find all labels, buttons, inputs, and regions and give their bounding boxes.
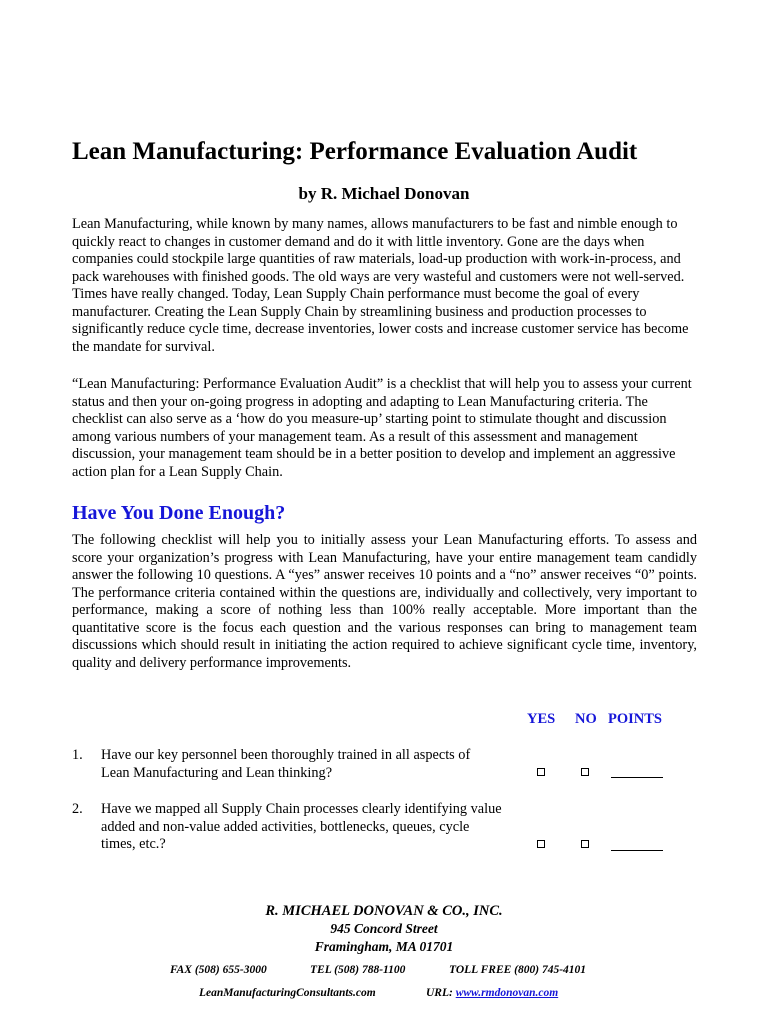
question-line: Have our key personnel been thoroughly trained in all aspects of: [101, 747, 471, 763]
author-byline: by R. Michael Donovan: [298, 184, 470, 203]
question-text: [101, 801, 531, 854]
telephone-number: TEL (508) 788-1100: [310, 964, 406, 976]
intro-paragraph: Lean Manufacturing, while known by many names, allows manufacturers to be fast and nimble enough to quickly react to changes in customer demand and do it with little inventory. Gone are the days when companies could stockpile large quantities of raw materials, load-up production with work-in-process, and pack warehouses with finished goods. The old ways are very wasteful and customers were not well-served. Times have really changed. Today, Lean Supply Chain performance must become the goal of every manufacturer. Creating the Lean Supply Chain by streamlining business and production processes to significantly reduce cycle time, decrease inventories, lower costs and increase customer service has become the mandate for survival.: [72, 216, 689, 355]
company-name: R. MICHAEL DONOVAN & CO., INC.: [265, 903, 503, 919]
section-paragraph: The following checklist will help you to initially assess your Lean Manufacturing efforts. To assess and score your organization’s progress with Lean Manufacturing, have your entire management team candidly answer the following 10 questions. A “yes” answer receives 10 points and a “no” answer receives “0” points. The performance criteria contained within the questions are, individually and collectively, very important to performance, making a score of nothing less than 100% really acceptable. More important than the quantitative score is the focus each question and the various responses can bring to management team discussions which should result in initiating the action required to achieve significant cycle time, inventory, quality and delivery performance improvements.: [72, 532, 697, 671]
question-line: Have we mapped all Supply Chain processes clearly identifying value: [101, 801, 502, 817]
url-line: [426, 987, 558, 999]
url-label: URL:: [426, 987, 453, 999]
question-number: 1.: [72, 747, 83, 763]
toll-free-number: TOLL FREE (800) 745-4101: [449, 964, 587, 976]
no-checkbox[interactable]: [581, 768, 589, 776]
audit-description-paragraph: “Lean Manufacturing: Performance Evaluation Audit” is a checklist that will help you to assess your current status and then your on-going progress in adopting and adapting to Lean Manufacturing criteria. The checklist can also serve as a ‘how do you measure-up’ starting point to stimulate thought and discussion among various numbers of your management team. As a result of this assessment and management discussion, your management team should be in a better position to develop and implement an aggressive action plan for a Lean Supply Chain.: [72, 376, 692, 480]
question-number: 2.: [72, 801, 83, 817]
column-header-no: NO: [575, 711, 597, 727]
street-address: 945 Concord Street: [330, 921, 438, 936]
website-link[interactable]: www.rmdonovan.com: [455, 987, 559, 999]
yes-checkbox[interactable]: [537, 840, 545, 848]
question-text: [101, 747, 531, 782]
consultants-site: LeanManufacturingConsultants.com: [199, 987, 376, 999]
yes-checkbox[interactable]: [537, 768, 545, 776]
question-line: Lean Manufacturing and Lean thinking?: [101, 764, 333, 781]
document-title: Lean Manufacturing: Performance Evaluation Audit: [72, 138, 638, 165]
city-address: Framingham, MA 01701: [314, 939, 454, 954]
no-checkbox[interactable]: [581, 840, 589, 848]
section-heading: Have You Done Enough?: [72, 502, 286, 524]
points-blank[interactable]: [611, 850, 663, 851]
column-header-points: POINTS: [608, 711, 662, 727]
column-header-yes: YES: [527, 711, 556, 727]
points-blank[interactable]: [611, 777, 663, 778]
question-line: times, etc.?: [101, 836, 166, 852]
fax-number: FAX (508) 655-3000: [170, 964, 267, 976]
question-line: added and non-value added activities, bottlenecks, queues, cycle: [101, 818, 470, 835]
